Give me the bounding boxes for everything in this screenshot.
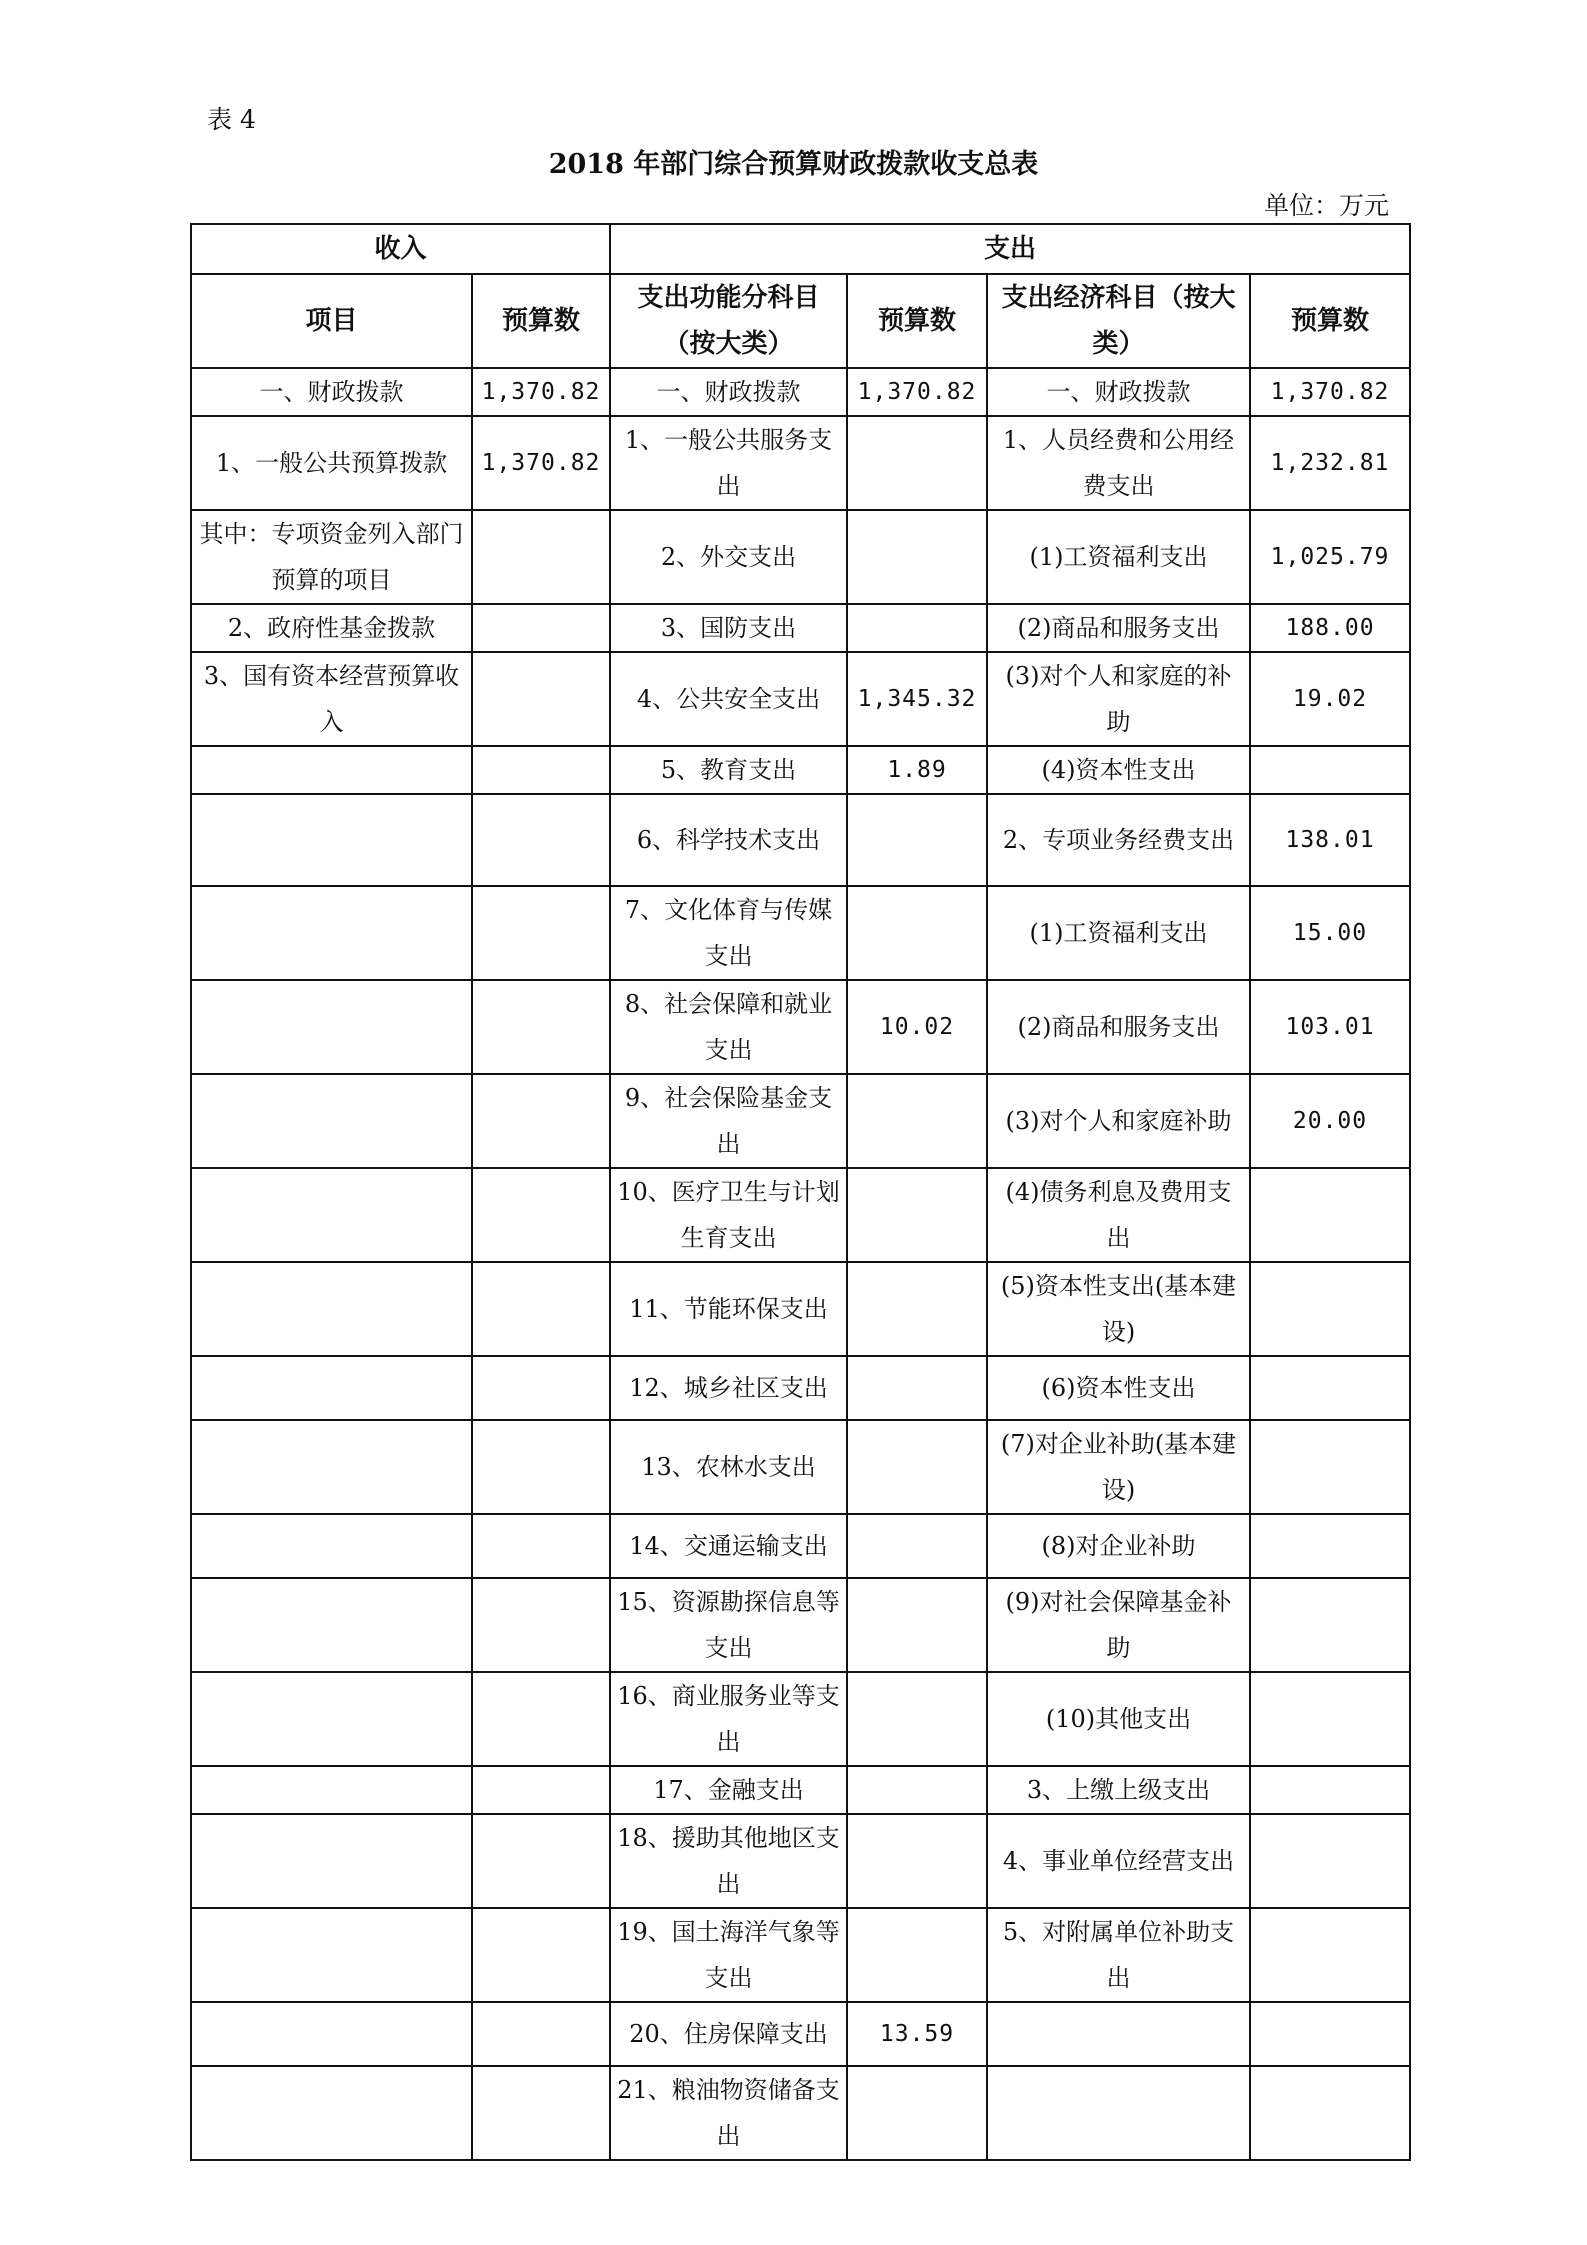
cell-budget-economic: 1,025.79 xyxy=(1250,510,1410,604)
cell-budget-economic: 138.01 xyxy=(1250,794,1410,886)
cell-budget-functional xyxy=(847,1356,987,1420)
cell-budget-economic xyxy=(1250,1356,1410,1420)
cell-functional-category: 一、财政拨款 xyxy=(610,368,847,416)
cell-budget-functional xyxy=(847,1514,987,1578)
cell-budget-income xyxy=(472,1578,610,1672)
cell-budget-functional xyxy=(847,604,987,652)
cell-economic-category: (1)工资福利支出 xyxy=(987,886,1250,980)
table-row xyxy=(191,1766,1410,1814)
cell-functional-category: 9、社会保险基金支出 xyxy=(610,1074,847,1168)
cell-economic-category: (8)对企业补助 xyxy=(987,1514,1250,1578)
cell-item: 2、政府性基金拨款 xyxy=(191,604,472,652)
cell-budget-functional xyxy=(847,1814,987,1908)
cell-item: 3、国有资本经营预算收入 xyxy=(191,652,472,746)
cell-economic-category: (4)债务利息及费用支出 xyxy=(987,1168,1250,1262)
cell-budget-economic: 20.00 xyxy=(1250,1074,1410,1168)
cell-budget-functional: 1.89 xyxy=(847,746,987,794)
table-row xyxy=(191,1908,1410,2002)
cell-budget-functional xyxy=(847,510,987,604)
cell-economic-category: (1)工资福利支出 xyxy=(987,510,1250,604)
cell-item xyxy=(191,746,472,794)
cell-economic-category: 5、对附属单位补助支出 xyxy=(987,1908,1250,2002)
cell-budget-income xyxy=(472,1074,610,1168)
table-row xyxy=(191,604,1410,652)
col-header-budget-functional: 预算数 xyxy=(847,274,987,368)
cell-functional-category: 16、商业服务业等支出 xyxy=(610,1672,847,1766)
cell-budget-income xyxy=(472,510,610,604)
cell-economic-category: (7)对企业补助(基本建设) xyxy=(987,1420,1250,1514)
cell-budget-economic: 103.01 xyxy=(1250,980,1410,1074)
cell-economic-category xyxy=(987,2002,1250,2066)
table-row xyxy=(191,1262,1410,1356)
cell-functional-category: 5、教育支出 xyxy=(610,746,847,794)
table-row xyxy=(191,510,1410,604)
table-row xyxy=(191,1356,1410,1420)
cell-budget-economic xyxy=(1250,1514,1410,1578)
cell-budget-functional: 1,345.32 xyxy=(847,652,987,746)
table-row xyxy=(191,1672,1410,1766)
cell-budget-income xyxy=(472,1814,610,1908)
cell-economic-category: (2)商品和服务支出 xyxy=(987,980,1250,1074)
cell-economic-category: 一、财政拨款 xyxy=(987,368,1250,416)
cell-budget-income xyxy=(472,1514,610,1578)
cell-item: 1、一般公共预算拨款 xyxy=(191,416,472,510)
cell-budget-income xyxy=(472,652,610,746)
cell-economic-category: 4、事业单位经营支出 xyxy=(987,1814,1250,1908)
cell-item xyxy=(191,1074,472,1168)
cell-functional-category: 21、粮油物资储备支出 xyxy=(610,2066,847,2160)
cell-budget-economic: 1,232.81 xyxy=(1250,416,1410,510)
cell-item: 其中：专项资金列入部门预算的项目 xyxy=(191,510,472,604)
cell-economic-category: 3、上缴上级支出 xyxy=(987,1766,1250,1814)
col-header-economic-category: 支出经济科目（按大类） xyxy=(987,274,1250,368)
cell-budget-economic: 188.00 xyxy=(1250,604,1410,652)
cell-budget-functional xyxy=(847,794,987,886)
cell-budget-income xyxy=(472,604,610,652)
cell-budget-income xyxy=(472,1908,610,2002)
table-row xyxy=(191,746,1410,794)
cell-budget-functional xyxy=(847,1168,987,1262)
cell-item xyxy=(191,1356,472,1420)
cell-budget-functional xyxy=(847,1908,987,2002)
budget-table xyxy=(190,223,1411,2161)
income-group-header: 收入 xyxy=(191,224,610,274)
cell-item xyxy=(191,2002,472,2066)
cell-budget-functional xyxy=(847,1262,987,1356)
cell-budget-income xyxy=(472,1168,610,1262)
cell-budget-income: 1,370.82 xyxy=(472,416,610,510)
column-header-row xyxy=(191,274,1410,368)
cell-economic-category: (3)对个人和家庭的补助 xyxy=(987,652,1250,746)
cell-functional-category: 3、国防支出 xyxy=(610,604,847,652)
cell-economic-category: 1、人员经费和公用经费支出 xyxy=(987,416,1250,510)
cell-budget-economic xyxy=(1250,2002,1410,2066)
cell-budget-functional xyxy=(847,2066,987,2160)
cell-functional-category: 17、金融支出 xyxy=(610,1766,847,1814)
cell-budget-functional xyxy=(847,1578,987,1672)
cell-budget-economic: 15.00 xyxy=(1250,886,1410,980)
cell-budget-functional xyxy=(847,886,987,980)
cell-economic-category: 2、专项业务经费支出 xyxy=(987,794,1250,886)
cell-economic-category: (2)商品和服务支出 xyxy=(987,604,1250,652)
cell-functional-category: 4、公共安全支出 xyxy=(610,652,847,746)
cell-item: 一、财政拨款 xyxy=(191,368,472,416)
cell-budget-functional xyxy=(847,1074,987,1168)
cell-item xyxy=(191,1262,472,1356)
document-title: 2018 年部门综合预算财政拨款收支总表 xyxy=(548,149,1039,180)
cell-economic-category xyxy=(987,2066,1250,2160)
cell-budget-functional: 1,370.82 xyxy=(847,368,987,416)
table-row xyxy=(191,1578,1410,1672)
cell-budget-economic xyxy=(1250,1262,1410,1356)
cell-item xyxy=(191,1420,472,1514)
cell-budget-economic: 19.02 xyxy=(1250,652,1410,746)
cell-item xyxy=(191,886,472,980)
cell-functional-category: 14、交通运输支出 xyxy=(610,1514,847,1578)
cell-budget-income xyxy=(472,794,610,886)
cell-item xyxy=(191,1578,472,1672)
cell-budget-income: 1,370.82 xyxy=(472,368,610,416)
table-row xyxy=(191,1074,1410,1168)
table-row xyxy=(191,1814,1410,1908)
table-row xyxy=(191,2002,1410,2066)
cell-economic-category: (9)对社会保障基金补助 xyxy=(987,1578,1250,1672)
cell-economic-category: (3)对个人和家庭补助 xyxy=(987,1074,1250,1168)
cell-functional-category: 1、一般公共服务支出 xyxy=(610,416,847,510)
cell-budget-economic xyxy=(1250,1814,1410,1908)
cell-functional-category: 15、资源勘探信息等支出 xyxy=(610,1578,847,1672)
cell-budget-economic: 1,370.82 xyxy=(1250,368,1410,416)
cell-economic-category: (4)资本性支出 xyxy=(987,746,1250,794)
cell-item xyxy=(191,1168,472,1262)
cell-item xyxy=(191,980,472,1074)
cell-budget-income xyxy=(472,1262,610,1356)
table-row xyxy=(191,886,1410,980)
cell-budget-functional: 10.02 xyxy=(847,980,987,1074)
cell-economic-category: (6)资本性支出 xyxy=(987,1356,1250,1420)
cell-budget-economic xyxy=(1250,2066,1410,2160)
expense-group-header: 支出 xyxy=(610,224,1410,274)
cell-functional-category: 2、外交支出 xyxy=(610,510,847,604)
table-row xyxy=(191,368,1410,416)
cell-budget-income xyxy=(472,1672,610,1766)
cell-budget-economic xyxy=(1250,1766,1410,1814)
table-row xyxy=(191,794,1410,886)
table-row xyxy=(191,980,1410,1074)
cell-functional-category: 18、援助其他地区支出 xyxy=(610,1814,847,1908)
table-row xyxy=(191,652,1410,746)
unit-label: 单位：万元 xyxy=(1263,191,1389,220)
cell-budget-economic xyxy=(1250,1908,1410,2002)
cell-item xyxy=(191,1814,472,1908)
cell-budget-income xyxy=(472,2066,610,2160)
cell-functional-category: 19、国土海洋气象等支出 xyxy=(610,1908,847,2002)
cell-item xyxy=(191,1672,472,1766)
cell-item xyxy=(191,1514,472,1578)
table-row xyxy=(191,2066,1410,2160)
col-header-budget-income: 预算数 xyxy=(472,274,610,368)
cell-budget-economic xyxy=(1250,1168,1410,1262)
cell-item xyxy=(191,794,472,886)
cell-budget-income xyxy=(472,980,610,1074)
table-row xyxy=(191,1420,1410,1514)
cell-budget-income xyxy=(472,2002,610,2066)
cell-budget-economic xyxy=(1250,1672,1410,1766)
cell-economic-category: (5)资本性支出(基本建设) xyxy=(987,1262,1250,1356)
cell-functional-category: 6、科学技术支出 xyxy=(610,794,847,886)
cell-budget-functional: 13.59 xyxy=(847,2002,987,2066)
cell-budget-functional xyxy=(847,1672,987,1766)
cell-budget-functional xyxy=(847,1420,987,1514)
cell-functional-category: 20、住房保障支出 xyxy=(610,2002,847,2066)
group-header-row xyxy=(191,224,1410,274)
col-header-functional-category: 支出功能分科目（按大类） xyxy=(610,274,847,368)
cell-budget-economic xyxy=(1250,1420,1410,1514)
cell-budget-income xyxy=(472,886,610,980)
col-header-item: 项目 xyxy=(191,274,472,368)
col-header-budget-economic: 预算数 xyxy=(1250,274,1410,368)
cell-functional-category: 13、农林水支出 xyxy=(610,1420,847,1514)
cell-functional-category: 8、社会保障和就业支出 xyxy=(610,980,847,1074)
table-number-label: 表 4 xyxy=(207,105,256,134)
cell-item xyxy=(191,2066,472,2160)
cell-budget-economic xyxy=(1250,746,1410,794)
cell-economic-category: (10)其他支出 xyxy=(987,1672,1250,1766)
cell-budget-income xyxy=(472,1766,610,1814)
cell-budget-functional xyxy=(847,416,987,510)
cell-budget-income xyxy=(472,1420,610,1514)
cell-budget-functional xyxy=(847,1766,987,1814)
cell-item xyxy=(191,1908,472,2002)
cell-functional-category: 12、城乡社区支出 xyxy=(610,1356,847,1420)
table-row xyxy=(191,1514,1410,1578)
cell-functional-category: 10、医疗卫生与计划生育支出 xyxy=(610,1168,847,1262)
cell-functional-category: 7、文化体育与传媒支出 xyxy=(610,886,847,980)
table-row xyxy=(191,1168,1410,1262)
cell-item xyxy=(191,1766,472,1814)
cell-budget-economic xyxy=(1250,1578,1410,1672)
cell-budget-income xyxy=(472,746,610,794)
cell-budget-income xyxy=(472,1356,610,1420)
cell-functional-category: 11、节能环保支出 xyxy=(610,1262,847,1356)
table-row xyxy=(191,416,1410,510)
